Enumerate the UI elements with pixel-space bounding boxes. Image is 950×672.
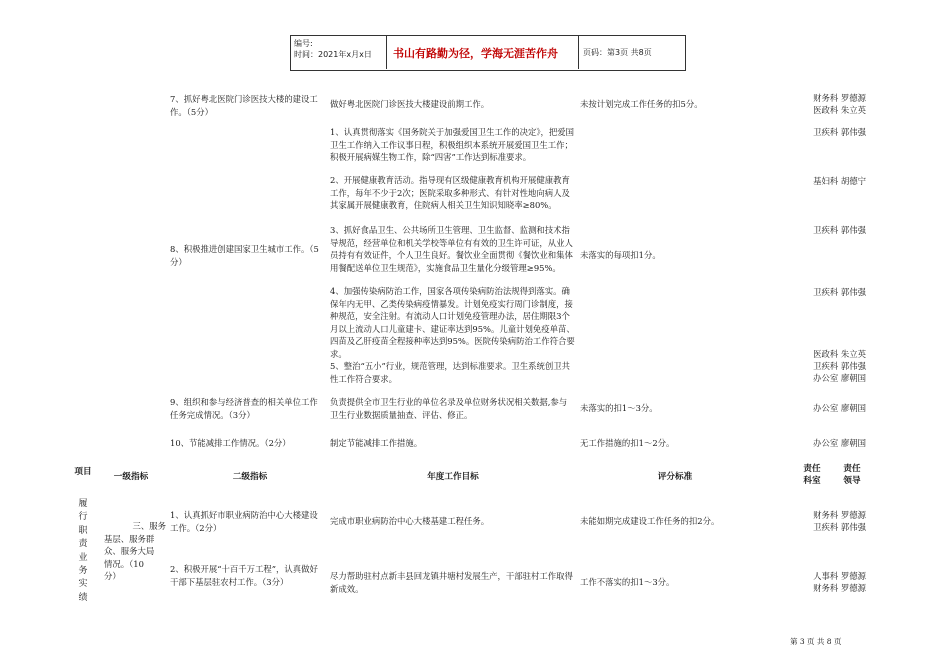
level1-line: 情况。（10	[104, 558, 144, 569]
vchar: 责	[78, 539, 88, 550]
sec3-row2-criteria: 工作不落实的扣1～3分。	[580, 577, 675, 587]
sec3-row1-criteria: 未能如期完成建设工作任务的扣2分。	[580, 516, 720, 526]
col-header-resp-dept-1: 责任	[803, 464, 821, 474]
sec3-row2-resp-2: 财务科 罗德源	[813, 583, 866, 593]
vchar: 履	[78, 499, 88, 509]
sec3-row2-secondary: 2、积极开展“十百千万工程”，认真做好干部下基层驻农村工作。（3分）	[170, 564, 318, 587]
header-slogan: 书山有路勤为径，学海无涯苦作舟	[393, 47, 558, 60]
page-footer: 第 3 页 共 8 页	[790, 637, 842, 646]
vchar: 业	[78, 552, 88, 563]
section-level1	[104, 520, 166, 583]
row10-secondary: 10、节能减排工作情况。（2分）	[170, 438, 291, 448]
row9-resp-1: 办公室 廖朝国	[813, 403, 866, 413]
col-header-resp-dept-2: 科室	[803, 476, 821, 486]
row7-secondary: 7、抓好粤北医院门诊医技大楼的建设工作。（5分）	[170, 94, 318, 117]
row7-target: 做好粤北医院门诊医技大楼建设前期工作。	[330, 99, 490, 109]
level1-line: 三、服务	[132, 521, 166, 531]
col-header-resp-lead-1: 责任	[843, 464, 861, 474]
col-header-level1: 一级指标	[113, 472, 149, 482]
col-header-criteria: 评分标准	[657, 472, 693, 482]
row8-target-item-2: 2、开展健康教育活动。指导现有区级健康教育机构开展健康教育工作，每年不少于2次；医院采取多种形式、有针对性地向病人及其家属开展健康教育，住院病人相关卫生知识知晓率≥80%。	[330, 175, 570, 211]
row8-secondary: 8、积极推进创建国家卫生城市工作。（5分）	[170, 244, 319, 267]
row8-resp-5: 医政科 朱立英	[813, 349, 866, 359]
col-header-item: 项目	[74, 467, 92, 477]
level1-line: 分）	[104, 571, 121, 582]
row8-resp-2: 基妇科 胡德宁	[813, 176, 866, 186]
header-number: 编号:	[294, 39, 313, 48]
row8-target-item-5: 5、整治“五小”行业，规范管理，达到标准要求。卫生系统创卫共性工作符合要求。	[330, 361, 571, 384]
row7-resp-2: 医政科 朱立英	[813, 105, 866, 115]
sec3-row2-target: 尽力帮助驻村点新丰县回龙镇井塘村发展生产，干部驻村工作取得新成效。	[330, 571, 573, 594]
level1-line: 众、服务大局	[104, 546, 155, 557]
row8-resp-4: 卫疾科 郭伟强	[813, 287, 866, 297]
vchar: 职	[78, 525, 88, 536]
col-header-target: 年度工作目标	[427, 472, 479, 482]
row8-criteria: 未落实的每项扣1分。	[580, 250, 661, 260]
row8-resp-1: 卫疾科 郭伟强	[813, 127, 866, 137]
row9-secondary: 9、组织和参与经济普查的相关单位工作任务完成情况。（3分）	[170, 397, 318, 420]
row8-resp-3: 卫疾科 郭伟强	[813, 225, 866, 235]
row9-criteria: 未落实的扣1～3分。	[580, 403, 658, 413]
row10-resp-1: 办公室 廖朝国	[813, 438, 866, 448]
header-divider-1	[386, 35, 387, 69]
vchar: 务	[78, 566, 88, 577]
header-divider-2	[578, 35, 579, 69]
vchar: 绩	[78, 592, 88, 603]
row7-resp-1: 财务科 罗德源	[813, 93, 866, 103]
col-header-resp-lead-2: 领导	[843, 476, 861, 486]
header-time: 时间：2021年x月x日	[294, 50, 372, 59]
vchar: 行	[78, 512, 88, 523]
col-header-level2: 二级指标	[232, 472, 268, 482]
row10-criteria: 无工作措施的扣1～2分。	[580, 438, 675, 448]
section-item-vertical	[76, 498, 90, 605]
sec3-row1-secondary: 1、认真抓好市职业病防治中心大楼建设工作。（2分）	[170, 510, 318, 533]
sec3-row1-resp-2: 卫疾科 郭伟强	[813, 522, 866, 532]
header-page-info: 页码：第3页 共8页	[583, 48, 652, 57]
level1-line: 基层、服务群	[104, 533, 155, 544]
sec3-row1-target: 完成市职业病防治中心大楼基建工程任务。	[330, 516, 490, 526]
row10-target: 制定节能减排工作措施。	[330, 438, 423, 448]
row8-resp-6: 卫疾科 郭伟强	[813, 361, 866, 371]
row8-resp-7: 办公室 廖朝国	[813, 373, 866, 383]
sec3-row2-resp-1: 人事科 罗德源	[813, 571, 866, 581]
sec3-row1-resp-1: 财务科 罗德源	[813, 510, 866, 520]
row9-target: 负责提供全市卫生行业的单位名录及单位财务状况相关数据,参与卫生行业数据质量抽查、评估、修正。	[330, 397, 568, 420]
row7-criteria: 未按计划完成工作任务的扣5分。	[580, 99, 703, 109]
vchar: 实	[78, 579, 88, 590]
row8-target-item-1: 1、认真贯彻落实《国务院关于加强爱国卫生工作的决定》，把爱国卫生工作纳入工作议事日程，积极组织本系统开展爱国卫生工作；积极开展病媒生物工作，除“四害”工作达到标准要求。	[330, 127, 575, 163]
row8-target-item-3: 3、抓好食品卫生、公共场所卫生管理、卫生监督、监测和技术指导规范，经营单位和机关学校等单位有有效的卫生许可证，从业人员持有有效证件，个人卫生良好。餐饮业全面贯彻《餐饮业和集体用餐配送单位卫生规范》，实施食品卫生量化分级管理≥95%。	[330, 225, 573, 273]
row8-target-item-4: 4、加强传染病防治工作，国家各项传染病防治法规得到落实。确保年内无甲、乙类传染病疫情暴发。计划免疫实行周门诊制度，接种规范，安全注射。有流动人口计划免疫管理办法，居住期限3个月以上流动人口儿童建卡、建证率达到95%。儿童计划免疫单苗、四苗及乙肝疫苗全程接种率达到95%。医院传染病防治工作符合要求。	[330, 286, 575, 359]
